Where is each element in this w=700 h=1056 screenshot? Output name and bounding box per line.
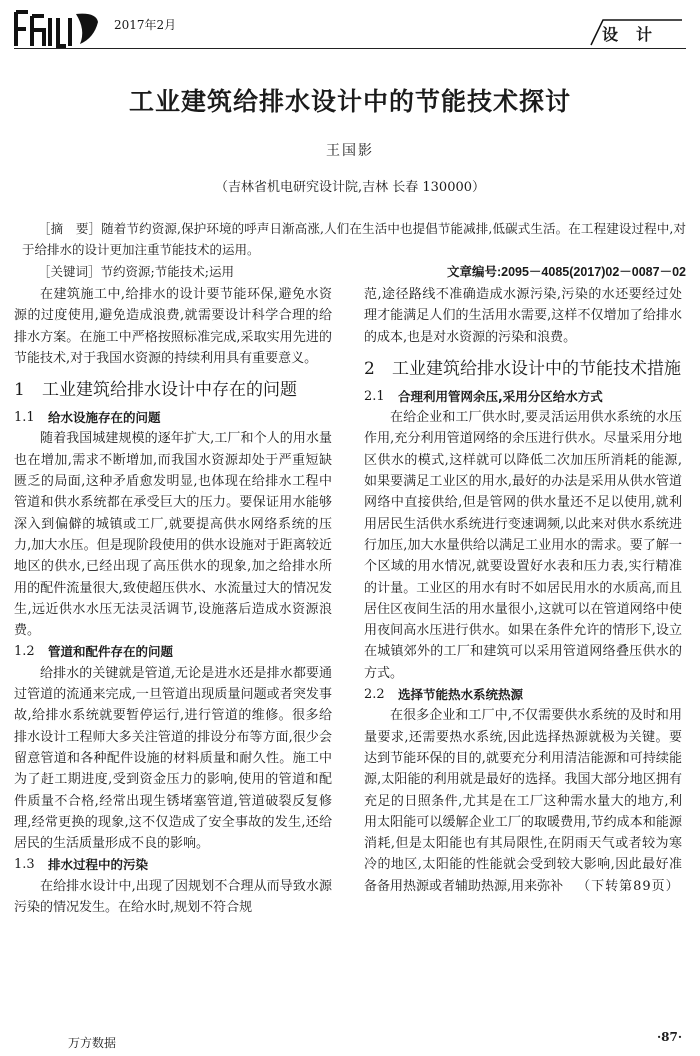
section-1-1-heading: 1.1 给水设施存在的问题 [14, 410, 161, 426]
continued-paragraph: 范,途径路线不准确造成水源污染,污染的水还要经过处理才能满足人们的生活用水需要,这样不仅增加了给排水的成本,也是对水资源的污染和浪费。 [364, 287, 682, 345]
section-label: 设计 [601, 25, 670, 44]
keywords-label: ［关键词］ [38, 264, 101, 279]
section-1-3-paragraph: 在给排水设计中,出现了因规划不合理从而导致水源污染的情况发生。在给水时,规划不符合规 [14, 878, 332, 916]
section-2-1-heading: 2.1 合理利用管网余压,采用分区给水方式 [364, 388, 603, 404]
continued-note: （下转第89页） [577, 878, 680, 894]
section-2-2-heading: 2.2 选择节能热水系统热源 [364, 687, 524, 703]
section-1-heading: 1 工业建筑给排水设计中存在的问题 [14, 380, 297, 401]
abstract [22, 218, 686, 260]
database-watermark: 万方数据 [68, 1036, 117, 1050]
keywords-text: 节约资源;节能技术;运用 [100, 264, 234, 279]
section-2-heading: 2 工业建筑给排水设计中的节能技术措施 [364, 358, 681, 379]
left-column [14, 284, 332, 918]
issue-date: 2017年2月 [114, 18, 177, 32]
abstract-text: 随着节约资源,保护环境的呼声日渐高涨,人们在生活中也提倡节能减排,低碳式生活。在工程建设过程中,对于给排水的设计更加注重节能技术的运用。 [22, 221, 686, 257]
article-number: 2095－4085(2017)02－0087－02 [501, 265, 686, 279]
section-1-3-heading: 1.3 排水过程中的污染 [14, 857, 149, 873]
author-affiliation: （吉林省机电研究设计院,吉林 长春 130000） [214, 180, 486, 195]
header-rule [14, 48, 686, 49]
abstract-label: ［摘 要］ [38, 221, 102, 236]
section-1-2-heading: 1.2 管道和配件存在的问题 [14, 644, 174, 660]
section-2-2-paragraph: 在很多企业和工厂中,不仅需要供水系统的及时和用量要求,还需要热水系统,因此选择热源就极为关键。要达到节能环保的目的,就要充分利用清洁能源和可持续能源,太阳能的利用就是最好的选择。我国大部分地区拥有充足的日照条件,尤其是在工厂这种需水量大的地方,利用太阳能可以缓解企业工厂的取暖费用,节约成本和能源消耗,但是太阳能也有其局限性,在阴雨天气或者较为寒冷的地区,太阳能的性能就会受到较大影响,因此最好准备备用热源或者辅助热源,用来弥补 （下转第89页） [364, 708, 682, 894]
article-author: 王国影 [326, 143, 374, 159]
article-number-label: 文章编号: [446, 265, 502, 279]
right-column [364, 284, 682, 897]
journal-logo-icon [14, 8, 106, 48]
page-number: ·87· [656, 1030, 682, 1044]
article-title: 工业建筑给排水设计中的节能技术探讨 [128, 87, 571, 116]
intro-paragraph: 在建筑施工中,给排水的设计要节能环保,避免水资源的过度使用,避免造成浪费,就需要设计科学合理的给排水方案。在施工中严格按照标准完成,采取实用先进的节能技术,对于我国水资源的持续利用具有重要意义。 [14, 287, 332, 366]
section-1-2-paragraph: 给排水的关键就是管道,无论是进水还是排水都要通过管道的流通来完成,一旦管道出现质量问题或者突发事故,给排水系统就要暂停运行,进行管道的维修。很多给排水设计工程师大多关注管道的排设分布等方面,很少会留意管道和各种配件设施的材料质量和耐久性。施工中为了赶工期进度,受到资金压力的影响,使用的管道和配件质量不合格,经常出现生锈堵塞管道,管道破裂反复修理,经常更换的现象,这不仅造成了安全事故的发生,还给居民的生活质量形成不良的影响。 [14, 665, 332, 852]
keywords-row [38, 262, 686, 280]
section-2-1-paragraph: 在给企业和工厂供水时,要灵活运用供水系统的水压作用,充分利用管道网络的余压进行供水。尽量采用分地区供水的模式,这样就可以降低二次加压所消耗的能源,如果要满足工业区的用水,最好的办法是采用从供水管道网络中直接供给,但是管网的供水量还不足以使用,就利用居民生活供水系统进行变速调频,以此来对供水系统进行加压,加大水量供给以满足工业用水的需求。要了解一个区域的用水情况,就要设置好水表和压力表,实行精准的计量。工业区的用水有时不如居民用水的水质高,而且居住区夜间生活的用水量很小,这就可以在管道网络中使用夜间高水压进行供水。如果在条件允许的情形下,设立在城镇郊外的工厂和建筑可以采用管道网络叠压供水的方式。 [364, 410, 682, 681]
section-1-1-paragraph: 随着我国城建规模的逐年扩大,工厂和个人的用水量也在增加,需求不断增加,而我国水资源却处于严重短缺匮乏的局面,这种矛盾愈发明显,也体现在给排水工程中管道和供水系统都在承受巨大的压力。要保证用水能够深入到偏僻的城镇或工厂,就要提高供水网络系统的压力,加大水压。但是现阶段使用的供水设施对于距离较近地区的供水,已经出现了高压供水的现象,加之给排水所用的配件流量很大,致使超压供水、水流量过大的情况发生,远近供水水压无法灵活调节,设施落后造成水资源浪费。 [14, 431, 332, 639]
